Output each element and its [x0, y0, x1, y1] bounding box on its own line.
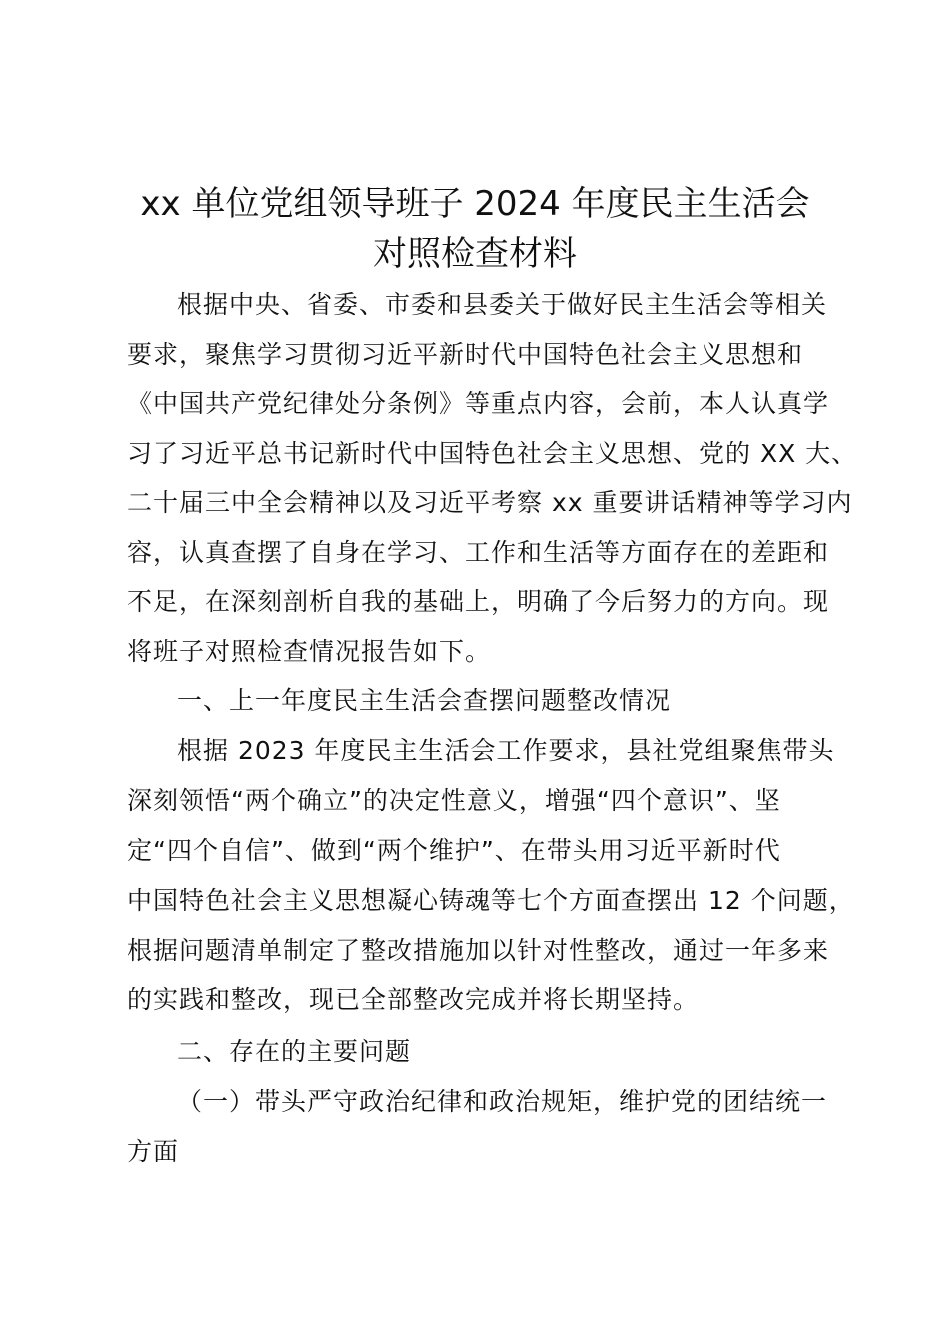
document-title-line-1: xx 单位党组领导班子 2024 年度民主生活会	[140, 184, 810, 224]
subsection-heading-1-continued: 方面	[127, 1137, 180, 1166]
intro-line: 不足，在深刻剖析自我的基础上，明确了今后努力的方向。现	[127, 587, 830, 616]
rectification-line: 深刻领悟“两个确立”的决定性意义，增强“四个意识”、坚	[127, 786, 781, 815]
subsection-heading-1: （一）带头严守政治纪律和政治规矩，维护党的团结统一	[177, 1087, 828, 1116]
rectification-line: 根据问题清单制定了整改措施加以针对性整改，通过一年多来	[127, 936, 830, 965]
document-body	[127, 0, 858, 1344]
rectification-line: 根据 2023 年度民主生活会工作要求，县社党组聚焦带头	[177, 736, 835, 765]
intro-line: 习了习近平总书记新时代中国特色社会主义思想、党的 XX 大、	[127, 439, 858, 468]
rectification-line: 中国特色社会主义思想凝心铸魂等七个方面查摆出 12 个问题，	[127, 886, 855, 915]
intro-line: 容，认真查摆了自身在学习、工作和生活等方面存在的差距和	[127, 538, 830, 567]
rectification-line: 的实践和整改，现已全部整改完成并将长期坚持。	[127, 985, 700, 1014]
intro-line: 根据中央、省委、市委和县委关于做好民主生活会等相关	[177, 290, 828, 319]
section-heading-1: 一、上一年度民主生活会查摆问题整改情况	[177, 686, 672, 715]
intro-line: 《中国共产党纪律处分条例》等重点内容，会前，本人认真学	[127, 389, 830, 418]
intro-line: 要求，聚焦学习贯彻习近平新时代中国特色社会主义思想和	[127, 340, 804, 369]
rectification-line: 定“四个自信”、做到“两个维护”、在带头用习近平新时代	[127, 836, 781, 865]
intro-line: 二十届三中全会精神以及习近平考察 xx 重要讲话精神等学习内	[127, 488, 853, 517]
document-title-line-2: 对照检查材料	[373, 234, 577, 274]
section-heading-2: 二、存在的主要问题	[177, 1037, 412, 1066]
intro-line: 将班子对照检查情况报告如下。	[127, 637, 492, 666]
